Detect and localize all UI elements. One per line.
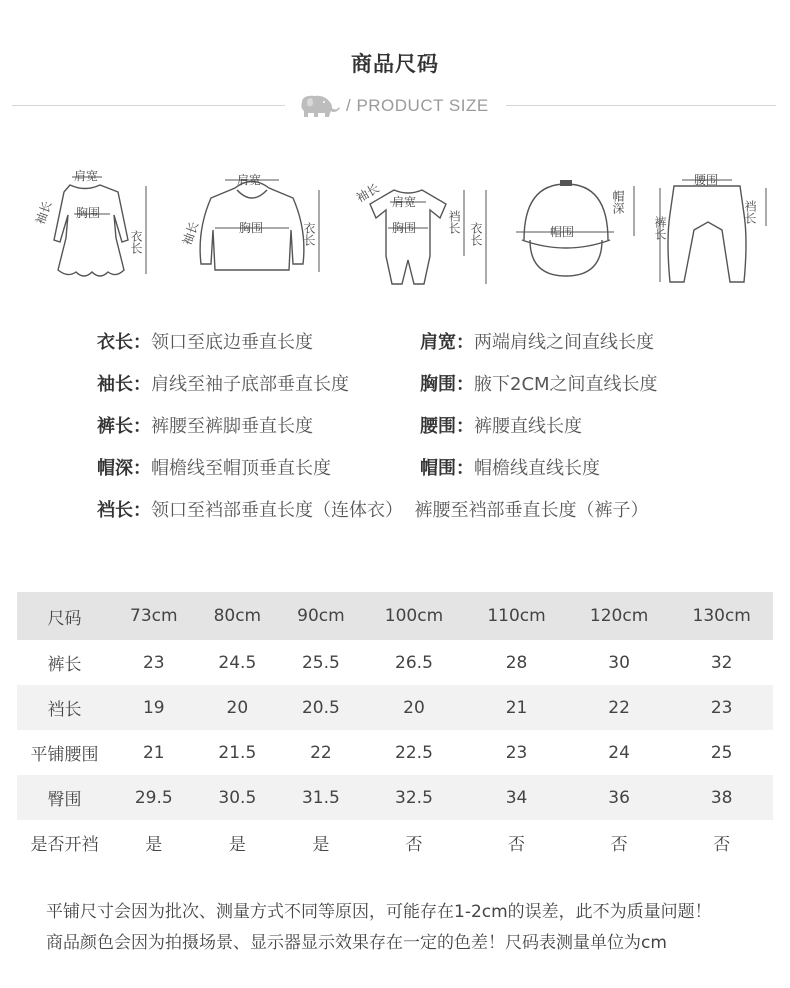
romper-sleeve-label: 袖长 [353, 180, 382, 206]
table-header-cell: 120cm [589, 606, 649, 626]
table-cell: 21.5 [218, 742, 257, 763]
definition-item: 腰围：裤腰直线长度 [420, 416, 582, 437]
hoodie-sleeve-label: 袖长 [179, 219, 202, 248]
table-cell: 否 [713, 835, 731, 855]
subtitle-text: / PRODUCT SIZE [346, 96, 489, 115]
definition-item: 胸围：腋下2CM之间直线长度 [420, 374, 658, 395]
romper-chest-label: 胸围 [392, 221, 417, 235]
pants-crotch-label: 裆长 [743, 200, 757, 224]
notes [46, 897, 712, 959]
table-cell: 32 [710, 652, 733, 673]
table-header-cell: 90cm [297, 606, 345, 626]
table-cell: 22 [608, 697, 630, 718]
measurement-diagrams [0, 160, 790, 300]
cap-diagram [510, 160, 640, 290]
table-cell: 20 [403, 697, 425, 718]
table-cell: 22.5 [395, 742, 433, 763]
romper-crotch-label: 裆长 [447, 210, 461, 234]
romper-length-label: 衣长 [469, 222, 483, 246]
pants-waist-label: 腰围 [694, 173, 719, 187]
table-cell: 23 [142, 652, 165, 673]
table-cell: 24 [608, 742, 630, 763]
table-cell: 平铺腰围 [30, 745, 99, 765]
hoodie-length-label: 衣长 [302, 222, 316, 246]
note-line: 商品颜色会因为拍摄场景、显示器显示效果存在一定的色差！尺码表测量单位为cm [46, 933, 667, 953]
table-cell: 34 [505, 787, 528, 808]
hoodie-shoulder-label: 肩宽 [237, 173, 262, 187]
table-header-cell: 130cm [692, 606, 751, 626]
hoodie-chest-label: 胸围 [239, 221, 264, 235]
definition-item: 帽围：帽檐线直线长度 [420, 458, 600, 479]
table-cell: 否 [610, 835, 628, 855]
table-header-cell: 110cm [487, 606, 546, 626]
table-cell: 21 [142, 742, 165, 763]
table-header-cell: 73cm [130, 606, 178, 626]
table-row [17, 820, 773, 865]
romper-diagram [350, 160, 500, 290]
definition-item: 袖长：肩线至袖子底部垂直长度 [97, 374, 349, 395]
page-title: 商品尺码 [351, 52, 439, 76]
table-header-row [17, 592, 773, 640]
table-row [17, 730, 773, 775]
table-cell: 30.5 [218, 787, 257, 808]
table-cell: 19 [142, 697, 165, 718]
elephant-icon [296, 93, 342, 119]
table-cell: 25.5 [301, 652, 340, 673]
dress-length-label: 衣长 [129, 230, 143, 254]
dress-diagram [30, 160, 160, 290]
table-cell: 38 [710, 787, 733, 808]
table-cell: 25 [710, 742, 733, 763]
table-cell: 23 [710, 697, 733, 718]
table-header-cell: 100cm [384, 606, 444, 626]
table-row [17, 685, 773, 730]
table-cell: 20 [226, 697, 249, 718]
table-cell: 否 [405, 835, 423, 855]
table-cell: 臀围 [47, 790, 82, 810]
table-cell: 否 [508, 835, 526, 855]
table-cell: 20.5 [301, 697, 340, 718]
definition-item: 衣长：领口至底边垂直长度 [97, 332, 313, 353]
table-cell: 28 [505, 652, 528, 673]
table-cell: 36 [608, 787, 630, 808]
table-cell: 32.5 [395, 787, 433, 808]
table-cell: 22 [310, 742, 332, 763]
table-cell: 31.5 [301, 787, 340, 808]
table-cell: 21 [505, 697, 528, 718]
cap-depth-label: 帽深 [611, 190, 625, 214]
table-cell: 裤长 [47, 655, 82, 675]
table-cell: 裆长 [47, 700, 82, 720]
table-cell: 是 [312, 835, 330, 855]
table-cell: 24.5 [218, 652, 257, 673]
table-cell: 29.5 [134, 787, 173, 808]
note-line: 平铺尺寸会因为批次、测量方式不同等原因，可能存在1-2cm的误差，此不为质量问题！ [46, 902, 712, 922]
table-header-cell: 尺码 [47, 608, 82, 629]
table-row [17, 640, 773, 685]
romper-shoulder-label: 肩宽 [392, 195, 417, 209]
definition-item: 肩宽：两端肩线之间直线长度 [420, 332, 654, 353]
hoodie-diagram [175, 160, 335, 290]
subtitle-row [0, 92, 790, 120]
table-cell: 26.5 [395, 652, 433, 673]
table-header-cell: 80cm [213, 606, 262, 626]
table-cell: 是否开裆 [30, 835, 99, 855]
subtitle-group [296, 92, 489, 120]
dress-sleeve-label: 袖长 [33, 199, 55, 227]
table-row [17, 775, 773, 820]
table-cell: 23 [505, 742, 528, 763]
definition-item: 帽深：帽檐线至帽顶垂直长度 [97, 458, 331, 479]
cap-circumference-label: 帽围 [550, 225, 575, 239]
dress-chest-label: 胸围 [76, 206, 101, 220]
divider-right [506, 105, 776, 106]
divider-left [12, 105, 285, 106]
definition-item: 裆长：领口至裆部垂直长度（连体衣） 裤腰至裆部垂直长度（裤子） [97, 500, 649, 521]
pants-diagram [652, 160, 772, 290]
size-table [17, 592, 773, 865]
table-cell: 30 [608, 652, 630, 673]
definition-item: 裤长：裤腰至裤脚垂直长度 [97, 416, 313, 437]
dress-shoulder-label: 肩宽 [74, 169, 99, 183]
table-cell: 是 [145, 835, 163, 855]
pants-length-label: 裤长 [653, 216, 667, 240]
table-cell: 是 [228, 835, 246, 855]
